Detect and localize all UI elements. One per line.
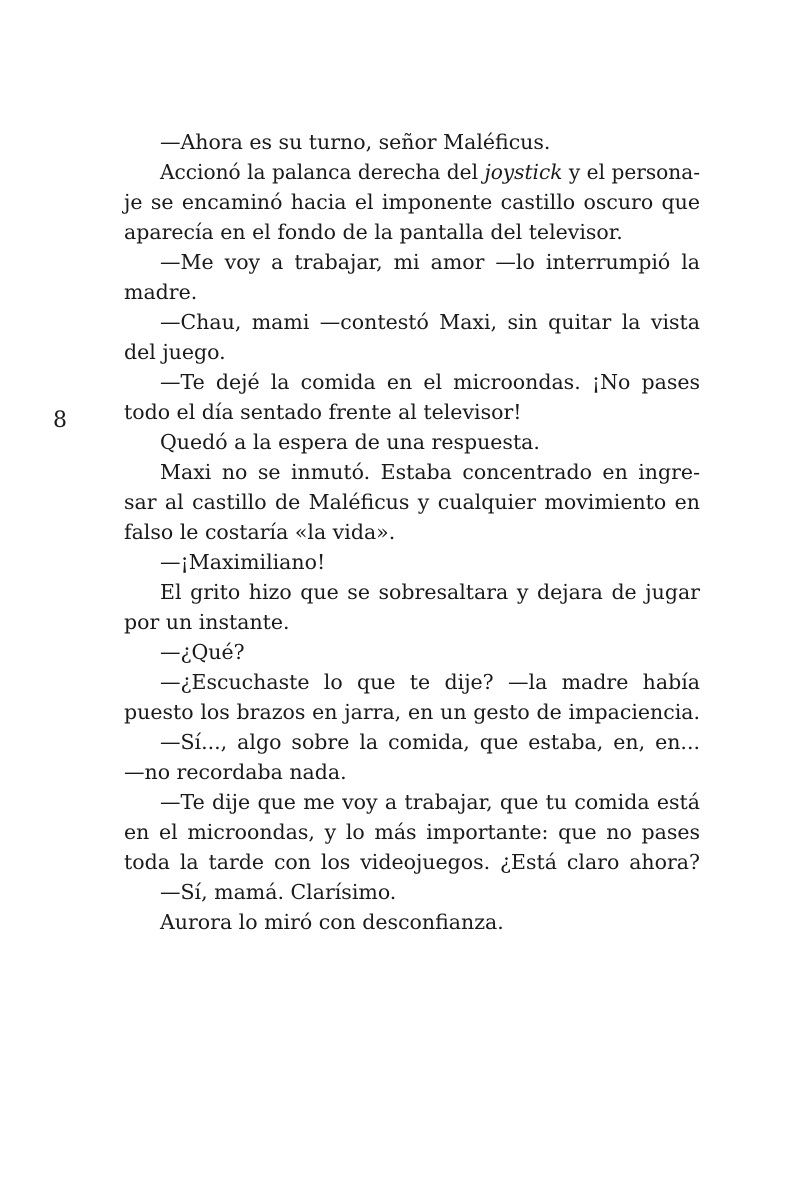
line-text-after: y el persona- (562, 160, 700, 184)
line-text: todo el día sentado frente al televisor! (124, 400, 522, 424)
line-text: madre. (124, 280, 198, 304)
line-text: Accionó la palanca derecha del (160, 160, 485, 184)
text-line (124, 217, 700, 247)
line-text: aparecía en el fondo de la pantalla del televisor. (124, 220, 623, 244)
text-line (124, 517, 700, 547)
text-line (124, 607, 700, 637)
line-text: —Te dejé la comida en el microondas. ¡No pases (160, 370, 700, 394)
text-line (124, 547, 700, 577)
line-text: —¿Escuchaste lo que te dije? —la madre había (160, 670, 700, 694)
line-text: —no recordaba nada. (124, 760, 347, 784)
line-text: Quedó a la espera de una respuesta. (160, 430, 540, 454)
line-text: puesto los brazos en jarra, en un gesto de impaciencia. (124, 700, 700, 724)
line-text: Aurora lo miró con desconfianza. (160, 910, 504, 934)
text-line (124, 487, 700, 517)
text-line (124, 397, 700, 427)
text-line (124, 247, 700, 277)
body-text (124, 127, 700, 937)
text-line (124, 337, 700, 367)
line-text: en el microondas, y lo más importante: que no pases (124, 820, 700, 844)
text-line (124, 457, 700, 487)
line-text: —Sí, mamá. Clarísimo. (160, 880, 397, 904)
line-text: por un instante. (124, 610, 290, 634)
text-line (124, 127, 700, 157)
text-line (124, 907, 700, 937)
line-text: —Te dije que me voy a trabajar, que tu comida está (160, 790, 700, 814)
line-text: —Sí..., algo sobre la comida, que estaba, en, en... (160, 730, 700, 754)
line-text: El grito hizo que se sobresaltara y dejara de jugar (160, 580, 700, 604)
line-text: —¿Qué? (160, 640, 245, 664)
line-text: —¡Maximiliano! (160, 550, 326, 574)
text-line (124, 367, 700, 397)
text-line (124, 187, 700, 217)
text-line (124, 637, 700, 667)
text-line (124, 307, 700, 337)
line-text: toda la tarde con los videojuegos. ¿Está claro ahora? (124, 850, 700, 874)
line-text: —Me voy a trabajar, mi amor —lo interrumpió la (160, 250, 700, 274)
text-line (124, 427, 700, 457)
line-text: —Ahora es su turno, señor Maléficus. (160, 130, 551, 154)
text-line (124, 847, 700, 877)
text-line (124, 787, 700, 817)
text-line (124, 877, 700, 907)
text-line (124, 727, 700, 757)
text-line (124, 277, 700, 307)
line-text: Maxi no se inmutó. Estaba concentrado en ingre- (160, 460, 700, 484)
text-line (124, 157, 700, 187)
page-number: 8 (53, 408, 67, 433)
text-line (124, 697, 700, 727)
text-line (124, 757, 700, 787)
text-line (124, 817, 700, 847)
line-text: del juego. (124, 340, 226, 364)
text-line (124, 577, 700, 607)
line-text: falso le costaría «la vida». (124, 520, 396, 544)
italic-word: joystick (484, 160, 563, 184)
text-line (124, 667, 700, 697)
line-text: —Chau, mami —contestó Maxi, sin quitar la vista (160, 310, 700, 334)
line-text: sar al castillo de Maléficus y cualquier movimiento en (124, 490, 700, 514)
line-text: je se encaminó hacia el imponente castillo oscuro que (124, 190, 700, 214)
